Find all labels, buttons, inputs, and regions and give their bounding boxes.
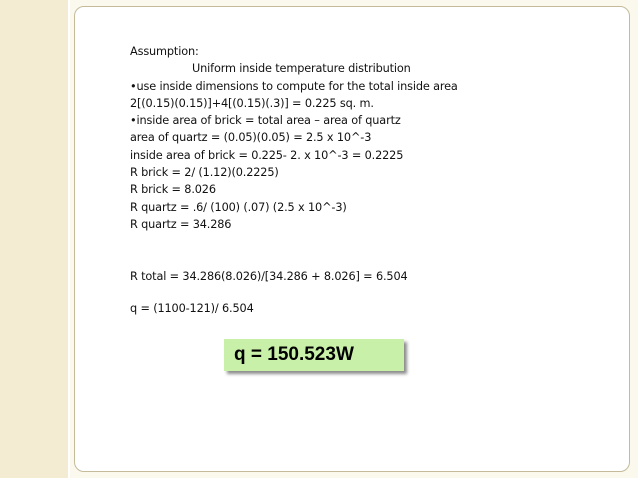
quartz-area-line: area of quartz = (0.05)(0.05) = 2.5 x 10^-3: [130, 131, 372, 145]
spacer: [130, 286, 610, 300]
r-total-line: R total = 34.286(8.026)/[34.286 + 8.026] = 6.504: [130, 270, 408, 284]
inside-area-calc: 2[(0.15)(0.15)]+4[(0.15)(.3)] = 0.225 sq. m.: [130, 96, 374, 110]
r-brick-value: R brick = 8.026: [130, 183, 216, 197]
assumption-detail: Uniform inside temperature distribution: [192, 62, 411, 76]
q-result: q = 150.523W: [234, 344, 354, 365]
q-formula-line: q = (1100-121)/ 6.504: [130, 301, 254, 315]
r-quartz-value: R quartz = 34.286: [130, 217, 232, 231]
spacer: [130, 233, 610, 268]
brick-area-line: inside area of brick = 0.225- 2. x 10^-3 = 0.2225: [130, 148, 404, 162]
left-decorative-band: [0, 0, 68, 478]
bullet-brick-area: •inside area of brick = total area – area of quartz: [130, 114, 401, 128]
slide-body: [130, 43, 610, 317]
bullet-inside-dimensions: •use inside dimensions to compute for the total inside area: [130, 79, 458, 93]
assumption-heading: Assumption:: [130, 45, 199, 58]
r-brick-formula: R brick = 2/ (1.12)(0.2225): [130, 166, 279, 180]
r-quartz-formula: R quartz = .6/ (100) (.07) (2.5 x 10^-3): [130, 200, 347, 214]
answer-highlight-box: [224, 339, 404, 371]
